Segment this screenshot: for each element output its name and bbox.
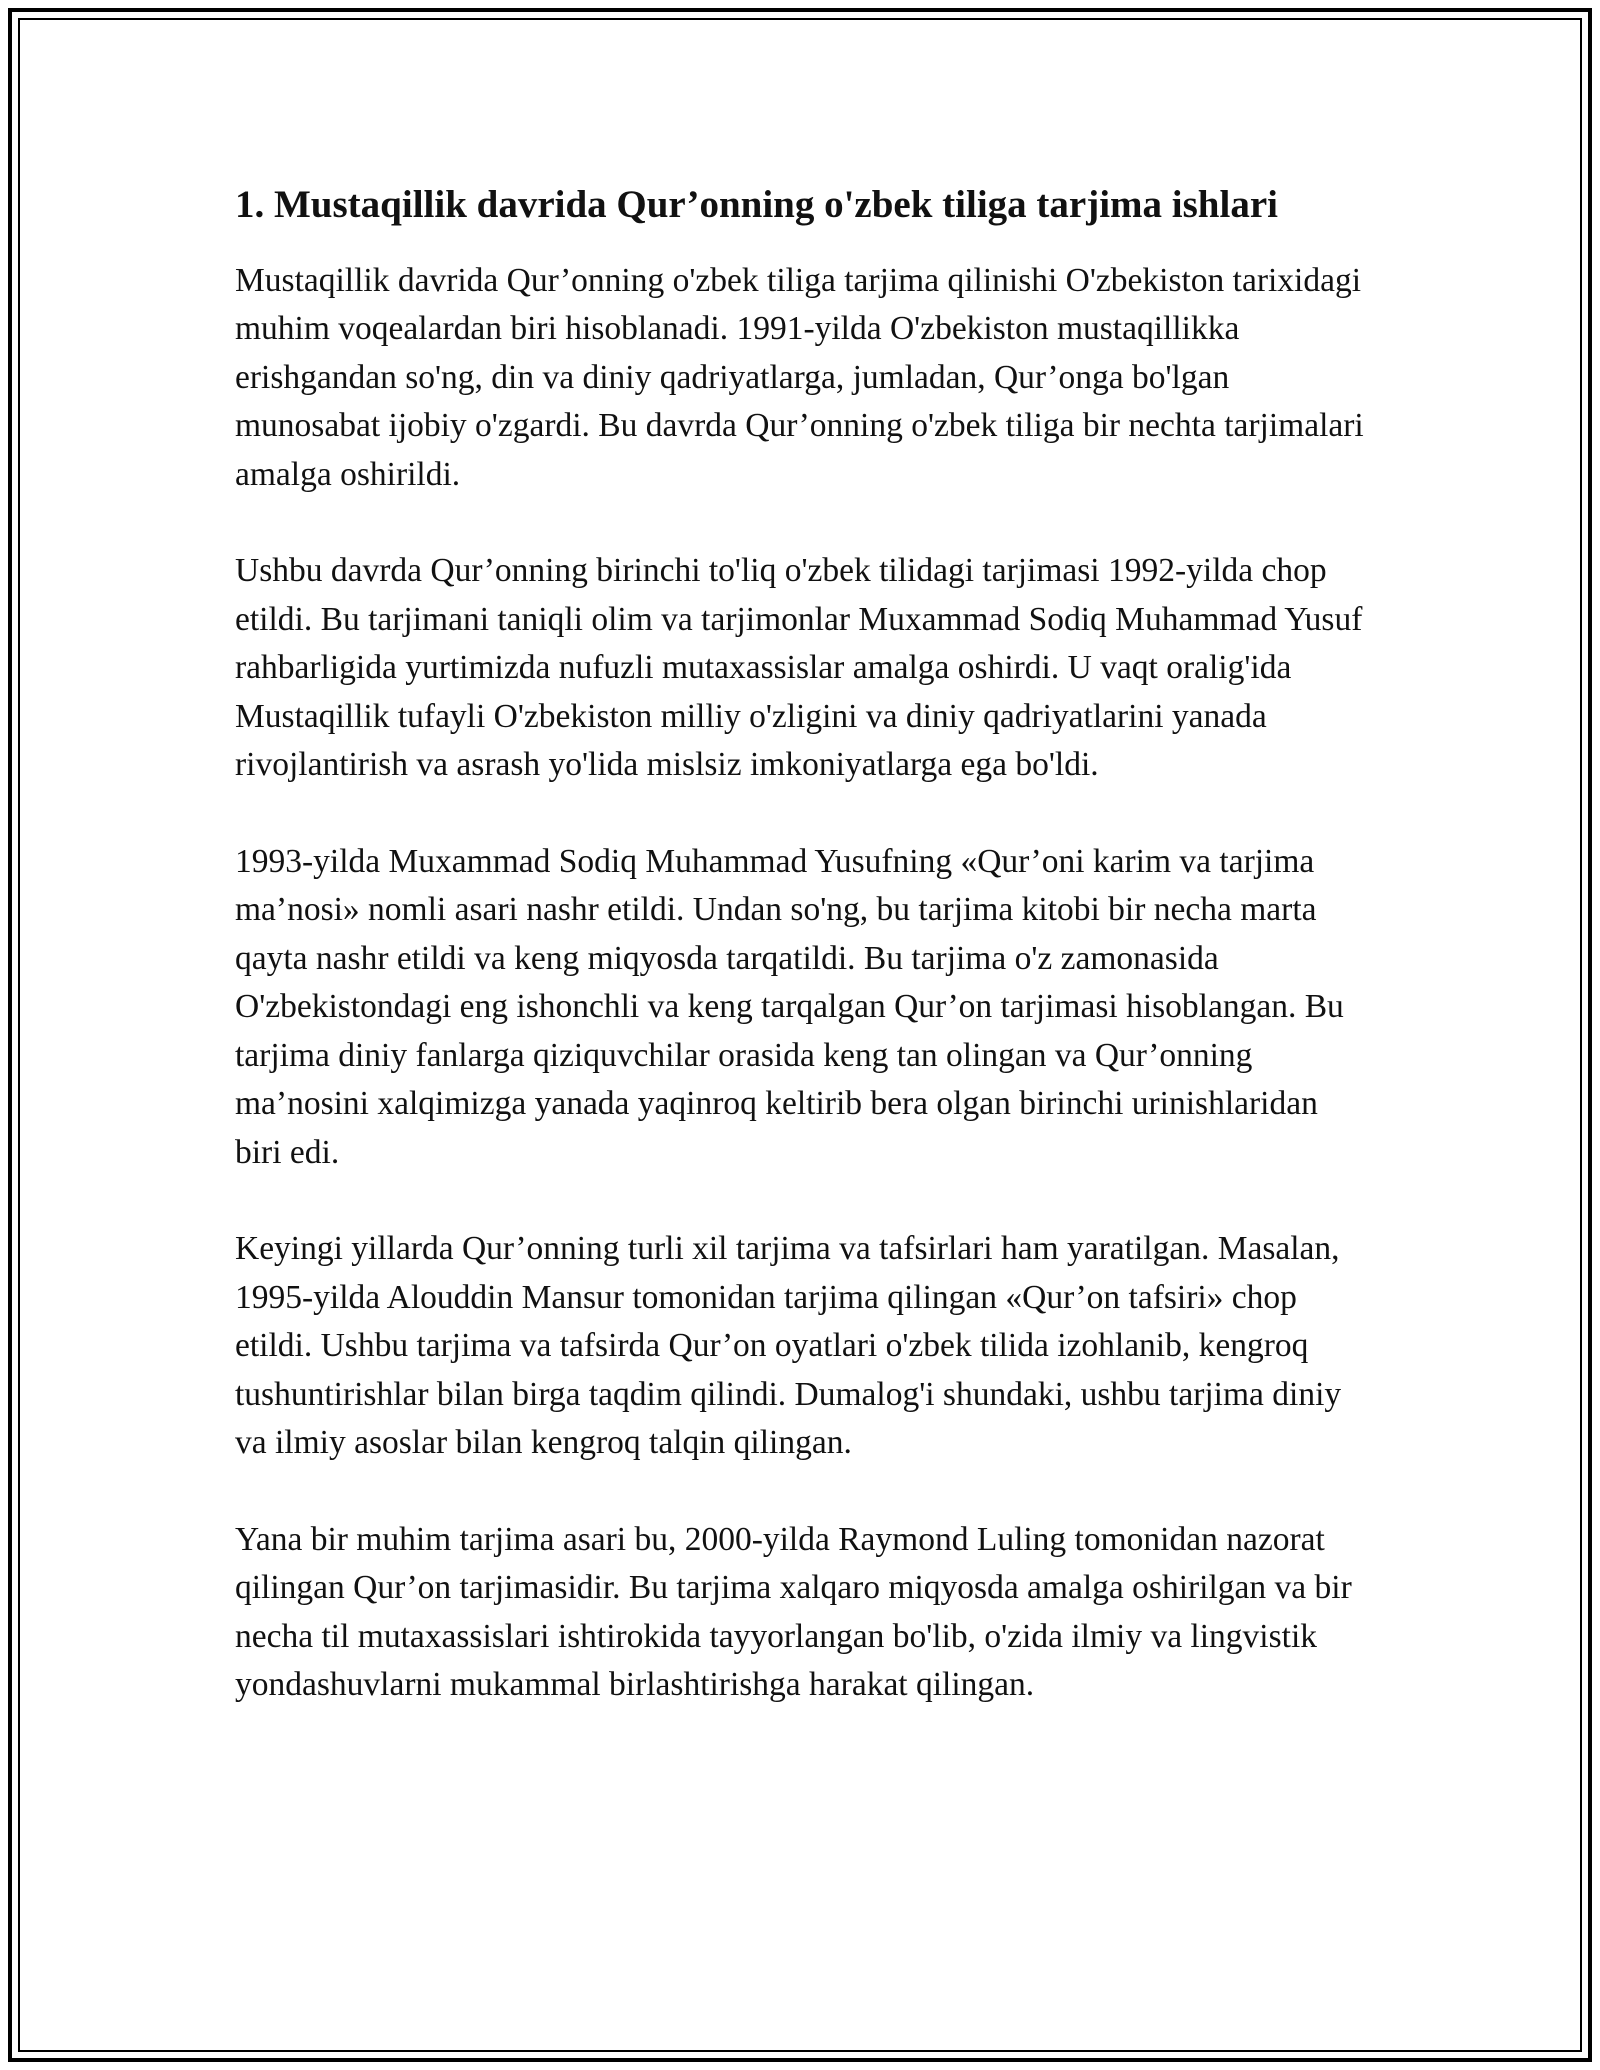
section-heading: 1. Mustaqillik davrida Qur’onning o'zbek tiliga tarjima ishlari <box>235 183 1278 226</box>
paragraph-1: Mustaqillik davrida Qur’onning o'zbek tiliga tarjima qilinishi O'zbekiston tarixidagi muhim voqealardan biri hisoblanadi. 1991-yilda O'zbekiston mustaqillikka erishgandan so'ng, din va diniy qadriyatlarga, jumladan, Qur’onga bo'lgan munosabat ijobiy o'zgardi. Bu davrda Qur’onning o'zbek tiliga bir nechta tarjimalari amalga oshirildi. <box>235 261 1364 493</box>
document-body <box>235 180 1365 1758</box>
paragraph-4: Keyingi yillarda Qur’onning turli xil tarjima va tafsirlari ham yaratilgan. Masalan, 1995-yilda Alouddin Mansur tomonidan tarjima qilingan «Qur’on tafsiri» chop etildi. Ushbu tarjima va tafsirda Qur’on oyatlari o'zbek tilida izohlanib, kengroq tushuntirishlar bilan birga taqdim qilindi. Dumalog'i shundaki, ushbu tarjima diniy va ilmiy asoslar bilan kengroq talqin qilingan. <box>235 1230 1342 1462</box>
paragraph-2: Ushbu davrda Qur’onning birinchi to'liq o'zbek tilidagi tarjimasi 1992-yilda chop etildi. Bu tarjimani taniqli olim va tarjimonlar Muxammad Sodiq Muhammad Yusuf rahbarligida yurtimizda nufuzli mutaxassislar amalga oshirdi. U vaqt oralig'ida Mustaqillik tufayli O'zbekiston milliy o'zligini va diniy qadriyatlarini yanada rivojlantirish va asrash yo'lida mislsiz imkoniyatlarga ega bo'ldi. <box>235 552 1363 784</box>
paragraph-3: 1993-yilda Muxammad Sodiq Muhammad Yusufning «Qur’oni karim va tarjima ma’nosi» nomli asari nashr etildi. Undan so'ng, bu tarjima kitobi bir necha marta qayta nashr etildi va keng miqyosda tarqatildi. Bu tarjima o'z zamonasida O'zbekistondagi eng ishonchli va keng tarqalgan Qur’on tarjimasi hisoblangan. Bu tarjima diniy fanlarga qiziquvchilar orasida keng tan olingan va Qur’onning ma’nosini xalqimizga yanada yaqinroq keltirib bera olgan birinchi urinishlaridan biri edi. <box>235 842 1344 1171</box>
paragraph-5: Yana bir muhim tarjima asari bu, 2000-yilda Raymond Luling tomonidan nazorat qilingan Qur’on tarjimasidir. Bu tarjima xalqaro miqyosda amalga oshirilgan va bir necha til mutaxassislari ishtirokida tayyorlangan bo'lib, o'zida ilmiy va lingvistik yondashuvlarni mukammal birlashtirishga harakat qilingan. <box>235 1520 1352 1704</box>
